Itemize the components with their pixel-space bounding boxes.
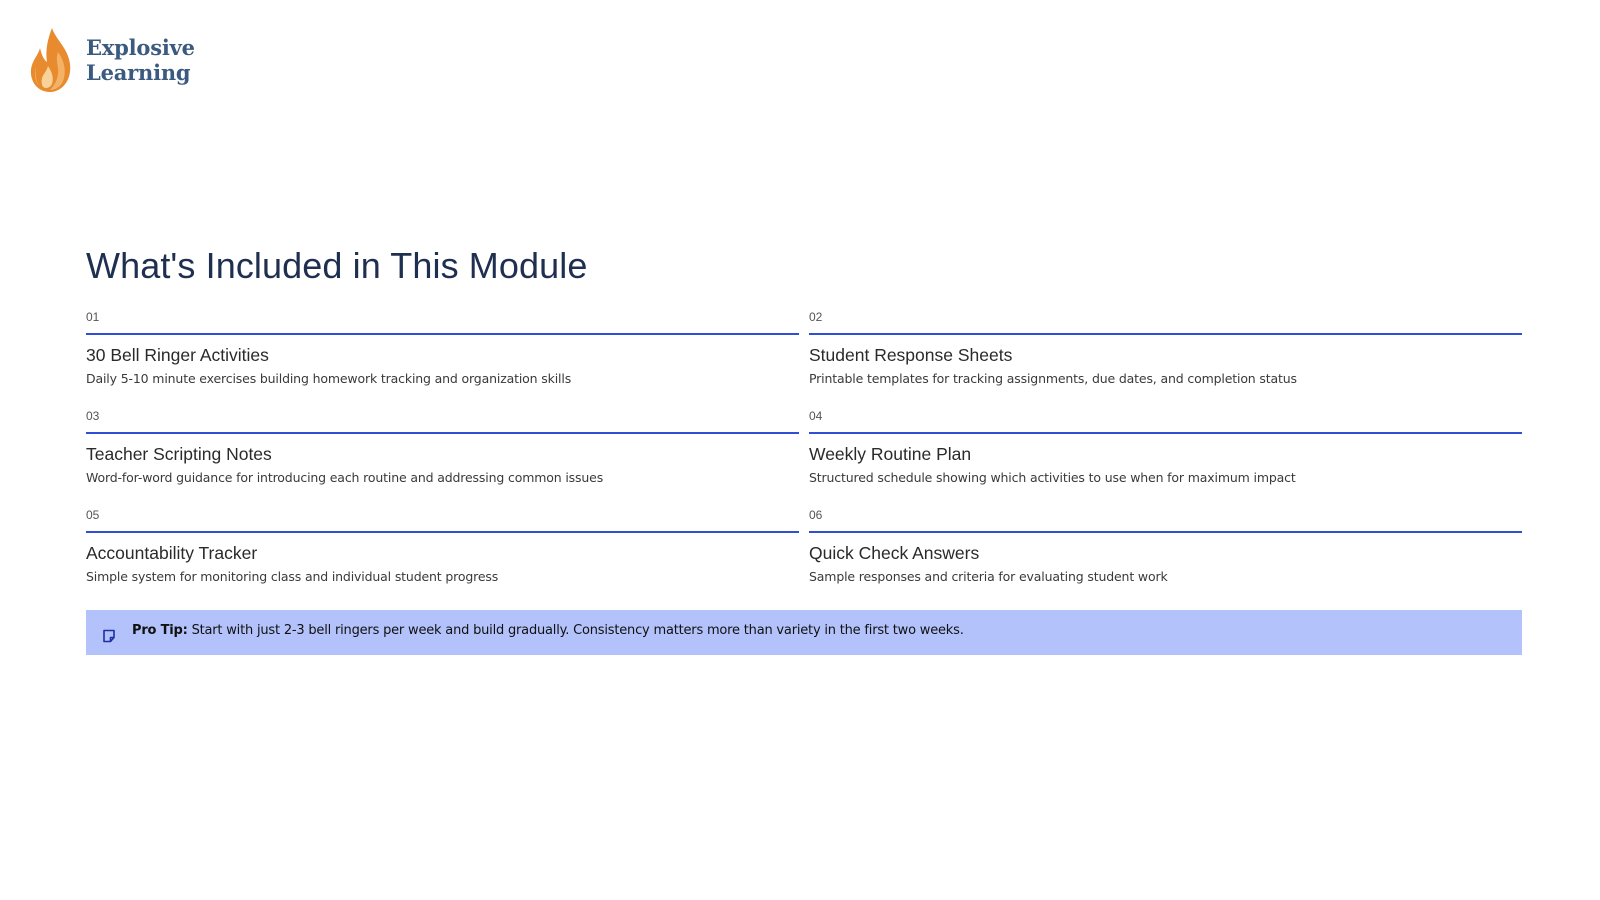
item-description: Sample responses and criteria for evaluating student work (809, 569, 1168, 584)
page-title: What's Included in This Module (86, 245, 588, 286)
items-grid (86, 310, 1522, 607)
item-divider (809, 531, 1522, 533)
list-item (809, 508, 1522, 607)
pro-tip-body: Start with just 2-3 bell ringers per week and build gradually. Consistency matters more than variety in the first two weeks. (191, 623, 964, 638)
item-description: Daily 5-10 minute exercises building homework tracking and organization skills (86, 371, 572, 386)
list-item (86, 409, 799, 508)
item-description: Structured schedule showing which activities to use when for maximum impact (809, 470, 1296, 485)
item-number: 01 (86, 310, 100, 324)
item-title: Quick Check Answers (809, 543, 980, 563)
item-description: Printable templates for tracking assignments, due dates, and completion status (809, 371, 1297, 386)
list-item (86, 508, 799, 607)
item-title: 30 Bell Ringer Activities (86, 345, 269, 365)
item-divider (86, 432, 799, 434)
item-divider (86, 531, 799, 533)
item-number: 02 (809, 310, 823, 324)
item-number: 05 (86, 508, 100, 522)
item-title: Teacher Scripting Notes (86, 444, 272, 464)
flame-icon (28, 26, 74, 94)
logo-line-2: Learning (86, 60, 191, 85)
item-number: 06 (809, 508, 823, 522)
item-description: Word-for-word guidance for introducing each routine and addressing common issues (86, 470, 604, 485)
list-item (809, 310, 1522, 409)
item-description: Simple system for monitoring class and individual student progress (86, 569, 499, 584)
list-item (86, 310, 799, 409)
item-title: Weekly Routine Plan (809, 444, 972, 464)
logo-line-1: Explosive (86, 35, 195, 60)
item-divider (86, 333, 799, 335)
pro-tip-label: Pro Tip: (132, 623, 188, 638)
logo-wordmark (86, 35, 195, 85)
pro-tip-box (86, 610, 1522, 655)
item-number: 04 (809, 409, 823, 423)
pro-tip-text (132, 623, 964, 638)
item-title: Accountability Tracker (86, 543, 258, 563)
item-divider (809, 432, 1522, 434)
note-icon (102, 629, 116, 643)
item-divider (809, 333, 1522, 335)
item-number: 03 (86, 409, 100, 423)
list-item (809, 409, 1522, 508)
logo (28, 26, 195, 94)
item-title: Student Response Sheets (809, 345, 1013, 365)
